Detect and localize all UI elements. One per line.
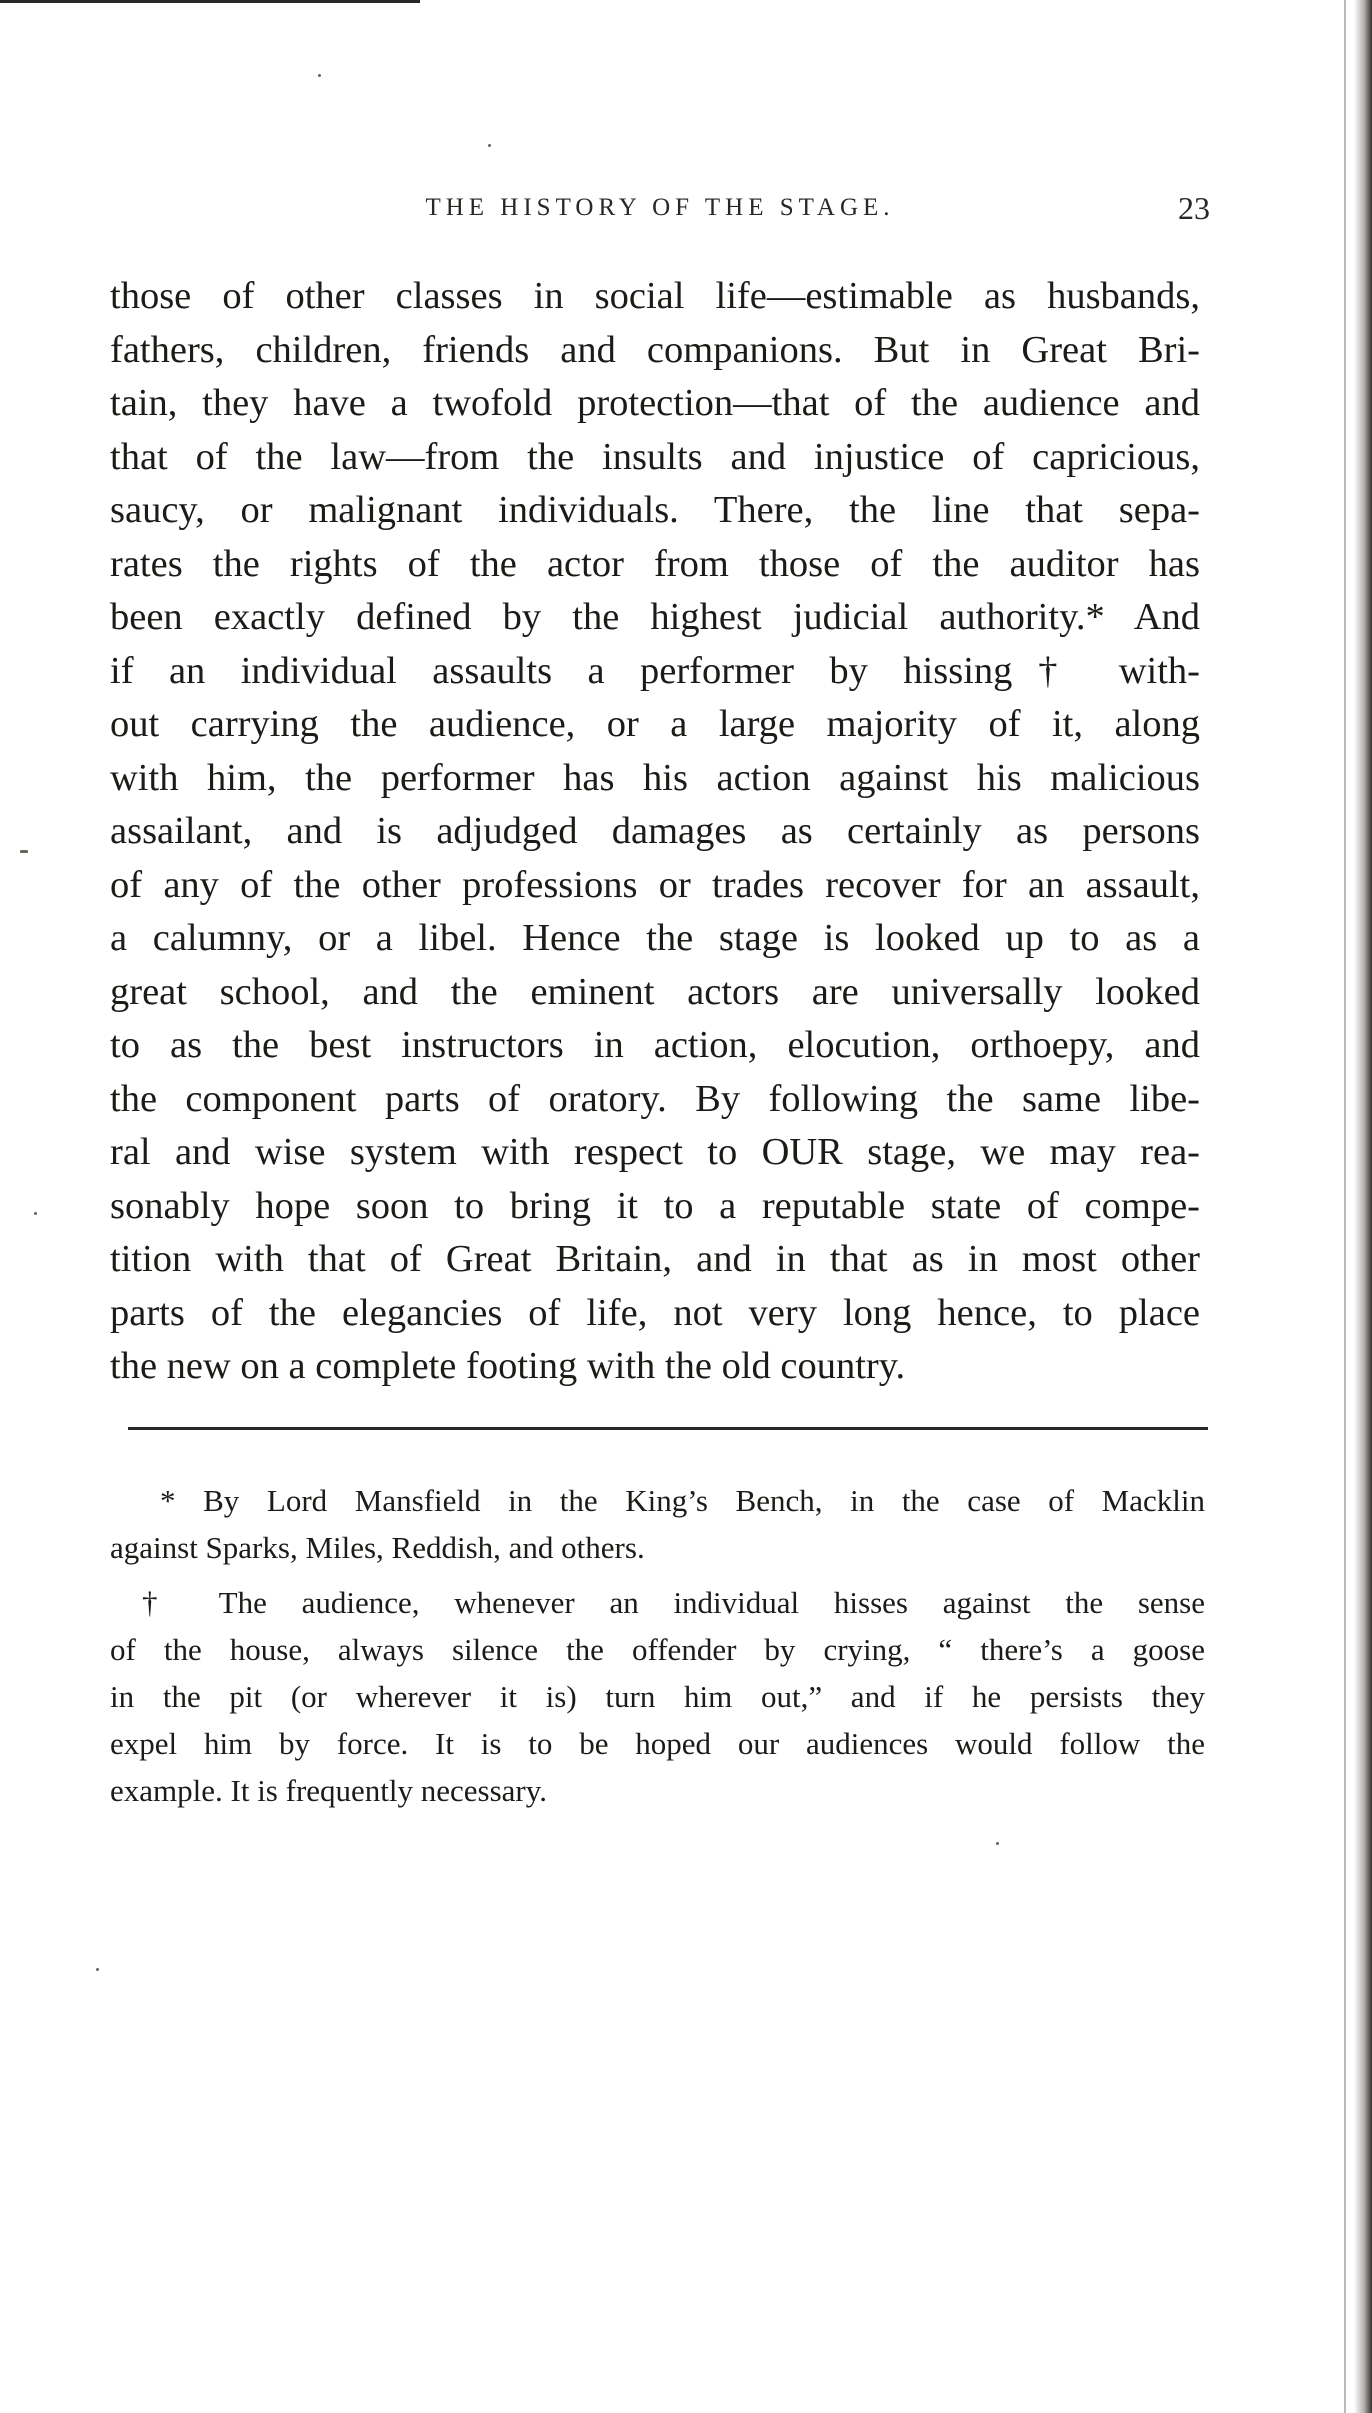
text-line: rates the rights of the actor from those of the auditor has xyxy=(110,542,1200,585)
text-line: if an individual assaults a performer by hissing† with- xyxy=(110,649,1200,692)
paper-speck xyxy=(488,144,491,147)
page-number: 23 xyxy=(1178,190,1210,226)
text-line: out carrying the audience, or a large majority of it, along xyxy=(110,703,1200,745)
footnote-line: expel him by force. It is to be hoped our audiences would follow the xyxy=(110,1726,1205,1761)
text-line: of any of the other professions or trades recover for an assault, xyxy=(110,863,1200,906)
text-line: tain, they have a twofold protection—that of the audience and xyxy=(110,382,1200,424)
text-line: parts of the elegancies of life, not very long hence, to place xyxy=(110,1291,1200,1334)
text-line: been exactly defined by the highest judicial authority.* And xyxy=(110,596,1200,638)
gutter-line xyxy=(1344,0,1346,2413)
paper-speck xyxy=(318,74,321,77)
footnote-dagger xyxy=(110,1579,1205,1814)
footnote-line: in the pit (or wherever it is) turn him out,” and if he persists they xyxy=(110,1679,1205,1714)
page-header xyxy=(110,190,1210,240)
main-text xyxy=(110,270,1200,1394)
text-line: that of the law—from the insults and injustice of capricious, xyxy=(110,435,1200,478)
text-line: sonably hope soon to bring it to a reputable state of compe- xyxy=(110,1184,1200,1227)
footnote-asterisk xyxy=(110,1477,1205,1571)
footnote-divider xyxy=(128,1427,1208,1430)
text-line: to as the best instructors in action, elocution, orthoepy, and xyxy=(110,1024,1200,1066)
running-head: THE HISTORY OF THE STAGE. xyxy=(425,194,895,221)
text-line: assailant, and is adjudged damages as certainly as persons xyxy=(110,810,1200,852)
footnote-line: * By Lord Mansfield in the King’s Bench, in the case of Macklin xyxy=(160,1483,1205,1518)
footnote-line: of the house, always silence the offender by crying, “ there’s a goose xyxy=(110,1632,1205,1667)
footnote-line: against Sparks, Miles, Reddish, and others. xyxy=(110,1530,645,1565)
paper-speck xyxy=(96,1968,99,1971)
text-line: great school, and the eminent actors are universally looked xyxy=(110,970,1200,1013)
text-line: the component parts of oratory. By following the same libe- xyxy=(110,1077,1200,1120)
footnote-line: example. It is frequently necessary. xyxy=(110,1773,547,1808)
text-line: saucy, or malignant individuals. There, the line that sepa- xyxy=(110,489,1200,531)
text-line: the new on a complete footing with the old country. xyxy=(110,1345,906,1387)
text-line: tition with that of Great Britain, and in that as in most other xyxy=(110,1238,1200,1280)
text-line: fathers, children, friends and companions. But in Great Bri- xyxy=(110,328,1200,371)
text-line: those of other classes in social life—estimable as husbands, xyxy=(110,275,1200,317)
footnote-line: † The audience, whenever an individual hisses against the sense xyxy=(142,1585,1205,1620)
page-edge-shadow xyxy=(1354,0,1372,2413)
paper-speck xyxy=(34,1212,37,1215)
text-line: with him, the performer has his action against his malicious xyxy=(110,756,1200,799)
paper-speck xyxy=(996,1842,999,1845)
text-line: a calumny, or a libel. Hence the stage is looked up to as a xyxy=(110,917,1200,959)
top-edge-rule xyxy=(0,0,420,3)
text-line: ral and wise system with respect to OUR stage, we may rea- xyxy=(110,1131,1200,1173)
footnotes xyxy=(110,1477,1205,1814)
paper-speck xyxy=(20,850,28,853)
